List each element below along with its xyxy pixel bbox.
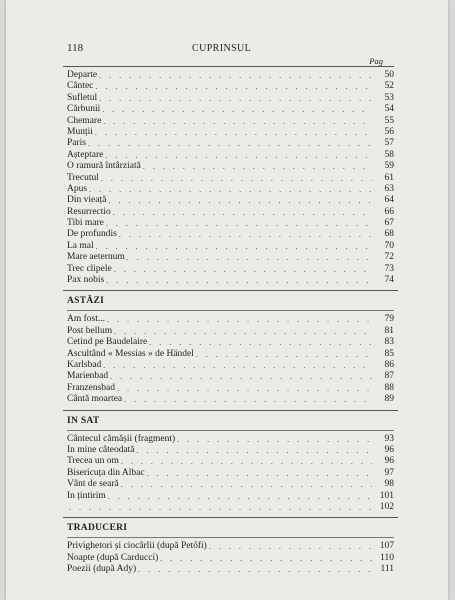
toc-entry (67, 434, 394, 445)
toc-entry (67, 314, 394, 325)
toc-entry (67, 383, 394, 394)
heading-underline (67, 430, 394, 431)
entry-title: Paris (67, 138, 86, 149)
toc-entry (67, 371, 394, 382)
entry-title: Bisericuța din Albac (67, 467, 145, 478)
dot-leader (137, 445, 372, 456)
section-heading: ASTĂZI (67, 296, 105, 307)
entry-title: Așteptare (67, 149, 104, 160)
section-heading: TRADUCERI (67, 523, 128, 534)
dot-leader (69, 502, 372, 513)
entry-page-number: 57 (384, 138, 394, 149)
entry-title: Mare aeternum (67, 252, 125, 263)
entry-page-number: 110 (380, 552, 394, 563)
toc-entry (67, 104, 394, 115)
dot-leader (110, 371, 372, 382)
pag-column-label: Pag (369, 56, 383, 66)
toc-entry (67, 491, 394, 502)
entry-page-number: 96 (384, 456, 394, 467)
entry-page-number: 107 (379, 541, 394, 552)
header-divider (63, 66, 394, 67)
section-divider (63, 290, 398, 291)
entry-page-number: 67 (384, 218, 394, 229)
toc-entry (67, 241, 394, 252)
entry-title: Munții (67, 126, 93, 137)
book-page (6, 0, 448, 600)
dot-leader (114, 264, 372, 275)
toc-entry (67, 70, 394, 81)
toc-entry (67, 264, 394, 275)
dot-leader (160, 553, 372, 564)
dot-leader (95, 81, 372, 92)
toc-entry (67, 456, 394, 467)
entry-page-number: 101 (379, 490, 394, 501)
entry-page-number: 93 (384, 433, 394, 444)
dot-leader (196, 349, 372, 360)
entry-title: Poezii (după Ady) (67, 564, 137, 575)
toc-entry (67, 195, 394, 206)
dot-leader (106, 218, 372, 229)
toc-entry (67, 326, 394, 337)
dot-leader (89, 184, 372, 195)
toc-entry (67, 541, 394, 552)
dot-leader (177, 434, 372, 445)
dot-leader (127, 252, 372, 263)
dot-leader (96, 241, 372, 252)
entry-title: Departe (67, 70, 98, 80)
entry-page-number: 98 (384, 479, 394, 490)
entry-title: Cântec (67, 81, 94, 92)
entry-page-number: 102 (379, 501, 394, 512)
entry-title: In țintirim (67, 490, 106, 501)
dot-leader (107, 314, 372, 325)
entry-page-number: 81 (384, 325, 394, 336)
entry-page-number: 66 (384, 206, 394, 217)
toc-entry (67, 502, 394, 513)
table-of-contents (67, 70, 394, 575)
entry-title: La mal (67, 240, 94, 251)
dot-leader (147, 468, 372, 479)
entry-page-number: 68 (384, 229, 394, 240)
heading-underline (67, 537, 394, 538)
entry-title: Ascultând « Messias » de Händel (67, 348, 194, 359)
entry-title: Am fost... (67, 314, 105, 325)
entry-page-number: 72 (384, 252, 394, 263)
dot-leader (106, 275, 372, 286)
dot-leader (95, 127, 372, 138)
entry-title: Trecea un om (67, 456, 119, 467)
dot-leader (99, 93, 372, 104)
entry-title: Marienbad (67, 371, 109, 382)
entry-page-number: 53 (384, 92, 394, 103)
toc-entry (67, 553, 394, 564)
dot-leader (108, 195, 372, 206)
toc-entry (67, 116, 394, 127)
entry-title: Privighetori și ciocârlii (după Petőfi) (67, 541, 207, 552)
dot-leader (119, 229, 372, 240)
dot-leader (124, 394, 372, 405)
entry-title: Sufletul (67, 92, 98, 103)
dot-leader (102, 104, 372, 115)
entry-page-number: 97 (384, 467, 394, 478)
dot-leader (121, 456, 372, 467)
dot-leader (103, 116, 372, 127)
entry-page-number: 55 (384, 115, 394, 126)
entry-page-number: 96 (384, 444, 394, 455)
entry-page-number: 54 (384, 104, 394, 115)
toc-entry (67, 138, 394, 149)
entry-title: Trecutul (67, 172, 99, 183)
dot-leader (117, 383, 372, 394)
toc-entry (67, 127, 394, 138)
heading-underline (67, 310, 394, 311)
entry-page-number: 87 (384, 371, 394, 382)
dot-leader (121, 479, 372, 490)
toc-entry (67, 564, 394, 575)
toc-entry (67, 252, 394, 263)
entry-page-number: 73 (384, 263, 394, 274)
toc-entry (67, 394, 394, 405)
entry-page-number: 89 (384, 394, 394, 405)
toc-entry (67, 349, 394, 360)
toc-entry (67, 479, 394, 490)
toc-entry (67, 207, 394, 218)
entry-title: Chemare (67, 115, 102, 126)
entry-title: Vânt de seară (67, 479, 119, 490)
toc-entry (67, 445, 394, 456)
entry-page-number: 83 (384, 337, 394, 348)
toc-entry (67, 150, 394, 161)
entry-title: Pax nobis (67, 275, 105, 286)
dot-leader (209, 541, 372, 552)
dot-leader (143, 161, 372, 172)
toc-entry (67, 468, 394, 479)
entry-title: De profundis (67, 229, 117, 240)
dot-leader (149, 337, 372, 348)
dot-leader (138, 564, 372, 575)
entry-title: Trec clipele (67, 263, 112, 274)
entry-title: Franzensbad (67, 382, 116, 393)
entry-title: Post bellum (67, 325, 113, 336)
toc-entry (67, 229, 394, 240)
entry-title: Resurrectio (67, 206, 111, 217)
entry-page-number: 86 (384, 359, 394, 370)
dot-leader (108, 491, 372, 502)
toc-entry (67, 184, 394, 195)
entry-page-number: 63 (384, 183, 394, 194)
toc-entry (67, 81, 394, 92)
entry-title: Apus (67, 183, 88, 194)
entry-title: Din vieață (67, 195, 107, 206)
entry-title: Karlsbad (67, 359, 102, 370)
dot-leader (101, 173, 372, 184)
entry-title: Cântecul cămășii (fragment) (67, 433, 176, 444)
entry-page-number: 70 (384, 240, 394, 251)
entry-title: In mine câteodată (67, 444, 135, 455)
entry-page-number: 88 (384, 382, 394, 393)
toc-entry (67, 173, 394, 184)
dot-leader (113, 207, 372, 218)
toc-entry (67, 161, 394, 172)
toc-entry (67, 218, 394, 229)
dot-leader (103, 360, 372, 371)
entry-page-number: 59 (384, 161, 394, 172)
toc-entry (67, 337, 394, 348)
entry-title: Cântă moartea (67, 394, 123, 405)
entry-page-number: 74 (384, 275, 394, 286)
section-divider (63, 410, 398, 411)
entry-page-number: 111 (380, 564, 394, 575)
section-heading: IN SAT (67, 415, 100, 426)
entry-page-number: 50 (384, 70, 394, 80)
entry-page-number: 61 (384, 172, 394, 183)
running-title: CUPRINSUL (192, 43, 252, 54)
entry-title: Cărbunii (67, 104, 101, 115)
entry-page-number: 56 (384, 126, 394, 137)
toc-entry (67, 275, 394, 286)
toc-entry (67, 93, 394, 104)
entry-page-number: 58 (384, 149, 394, 160)
entry-title: Tibi mare (67, 218, 104, 229)
dot-leader (88, 138, 372, 149)
dot-leader (105, 150, 372, 161)
entry-page-number: 79 (384, 314, 394, 325)
entry-page-number: 52 (384, 81, 394, 92)
entry-title: O ramură întârziată (67, 161, 141, 172)
page-number: 118 (67, 42, 84, 54)
dot-leader (99, 70, 372, 81)
toc-entry (67, 360, 394, 371)
entry-title: Noapte (după Carducci) (67, 552, 159, 563)
dot-leader (114, 326, 372, 337)
entry-page-number: 85 (384, 348, 394, 359)
section-divider (63, 517, 398, 518)
entry-page-number: 64 (384, 195, 394, 206)
entry-title: Cetind pe Baudelaire (67, 337, 148, 348)
